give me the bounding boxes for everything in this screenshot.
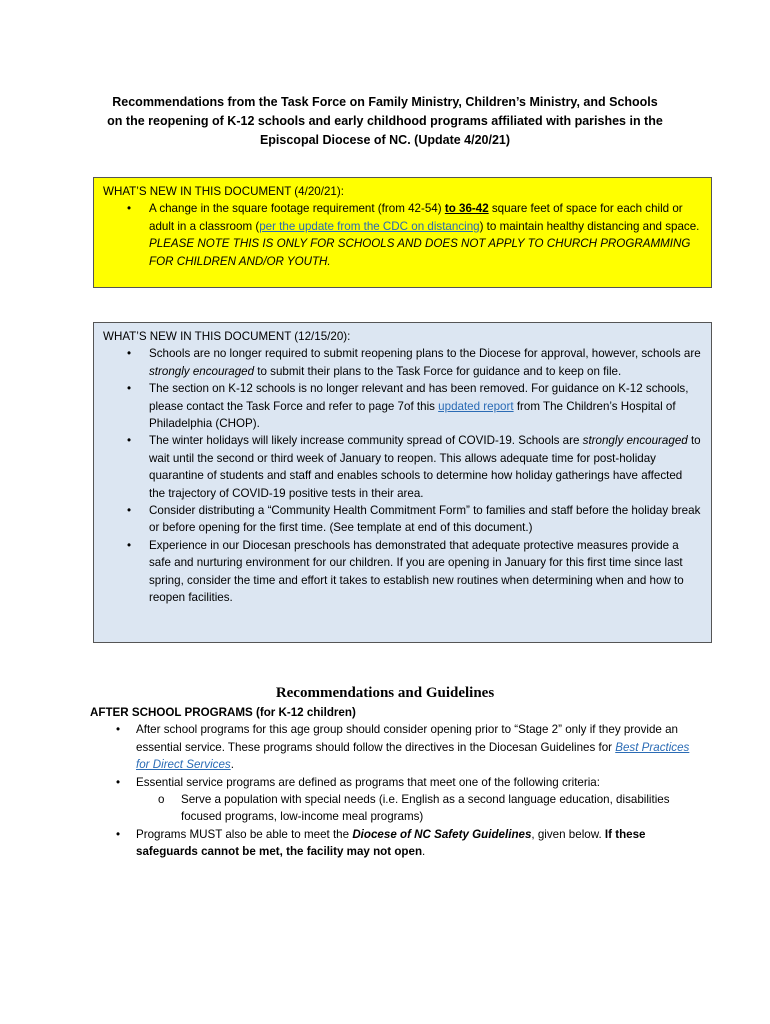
safety-guidelines-ref: Diocese of NC Safety Guidelines [352,827,532,841]
schools-only-note: PLEASE NOTE THIS IS ONLY FOR SCHOOLS AND DOES NOT APPLY TO CHURCH PROGRAMMING FOR CHILDREN AND/OR YOUTH. [149,237,691,268]
update-box-april [93,177,712,288]
document-title [60,93,710,150]
update-list [103,200,701,270]
list-item: • The winter holidays will likely increase community spread of COVID-19. Schools are strongly encouraged to wait until the second or third week of January to reopen. This allows adequate time for post-holiday quarantine of students and staff and enables schools to determine how holiday gatherings have affected the trajectory of COVID-19 positive tests in their area. [103,432,701,502]
criteria-sublist [136,791,690,826]
list-item: • Experience in our Diocesan preschools has demonstrated that adequate protective measures provide a safe and nurturing environment for our children. If you are opening in January for this first time since last spring, consider the time and effort it takes to establish new routines when determining when and how to reopen facilities. [103,537,701,607]
update-box-heading: WHAT’S NEW IN THIS DOCUMENT (4/20/21): [103,185,344,198]
update-box-heading: WHAT’S NEW IN THIS DOCUMENT (12/15/20): [103,330,351,343]
new-footage-value: to 36-42 [444,202,489,216]
update-box-december [93,322,712,643]
after-school-section [90,704,690,861]
list-item: • Programs MUST also be able to meet the Diocese of NC Safety Guidelines, given below. If these safeguards cannot be met, the facility may not open. [90,826,690,861]
sub-list-item: o Serve a population with special needs (i.e. English as a second language education, disabilities focused programs, low-income meal programs) [90,791,690,826]
title-line-3: Episcopal Diocese of NC. (Update 4/20/21) [259,133,511,147]
list-item: • Schools are no longer required to submit reopening plans to the Diocese for approval, however, schools are strongly encouraged to submit their plans to the Task Force for guidance and to keep on file. [103,345,701,380]
cdc-distancing-link[interactable]: per the update from the CDC on distancing [259,219,480,233]
list-item: • Essential service programs are defined as programs that meet one of the following criteria: o Serve a population with special needs (i.e. English as a second language education, disabilities focused programs, low-income meal programs) [90,774,690,826]
update-list [103,345,701,606]
list-item: • A change in the square footage requirement (from 42-54) to 36-42 square feet of space for each child or adult in a classroom (per the update from the CDC on distancing) to maintain healthy distancing and space. PLEASE NOTE THIS IS ONLY FOR SCHOOLS AND DOES NOT APPLY TO CHURCH PROGRAMMING FOR CHILDREN AND/OR YOUTH. [103,200,701,270]
after-school-heading: AFTER SCHOOL PROGRAMS (for K-12 children) [90,706,356,719]
best-practices-link[interactable]: Best Practices for Direct Services [136,740,690,772]
section-title: Recommendations and Guidelines [275,685,495,701]
title-line-1: Recommendations from the Task Force on Family Ministry, Children’s Ministry, and Schools [112,95,658,109]
list-item: • After school programs for this age group should consider opening prior to “Stage 2” only if they provide an essential service. These programs should follow the directives in the Diocesan Guidelines for Best Practices for Direct Services. [90,721,690,773]
title-line-2: on the reopening of K-12 schools and early childhood programs affiliated with parishes in the [107,114,663,128]
list-item: • The section on K-12 schools is no longer relevant and has been removed. For guidance on K-12 schools, please contact the Task Force and refer to page 7of this updated report from The Children’s Hospital of Philadelphia (CHOP). [103,380,701,432]
list-item: • Consider distributing a “Community Health Commitment Form” to families and staff before the holiday break or before opening for the first time. (See template at end of this document.) [103,502,701,537]
updated-report-link[interactable]: updated report [438,399,514,413]
after-school-list [90,721,690,860]
